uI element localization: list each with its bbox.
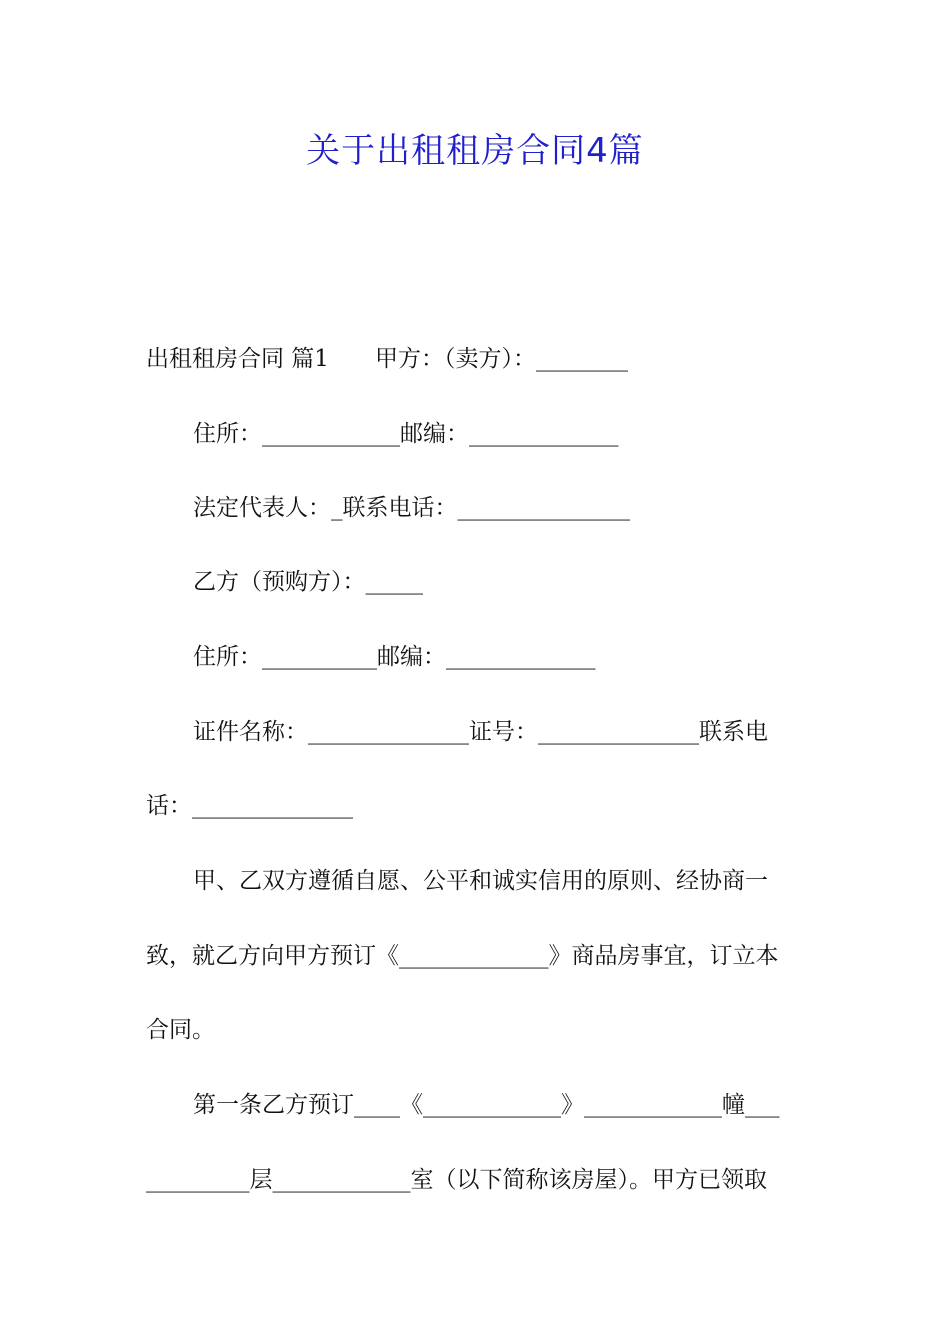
article-one-line-2: _________层____________室（以下简称该房屋）。甲方已领取 xyxy=(146,1167,767,1193)
id-document-line: 证件名称：______________证号：______________联系电 xyxy=(193,719,768,745)
contract-heading-line: 出租租房合同 篇1 甲方：（卖方）：________ xyxy=(146,346,628,372)
paragraph-principles-line-3: 合同。 xyxy=(146,1017,215,1043)
paragraph-principles-line-1: 甲、乙双方遵循自愿、公平和诚实信用的原则、经协商一 xyxy=(193,868,768,894)
party-a-representative-line: 法定代表人：_联系电话：_______________ xyxy=(193,495,630,521)
party-b-line: 乙方（预购方）：_____ xyxy=(193,569,423,595)
party-b-address-line: 住所：__________邮编：_____________ xyxy=(193,644,596,670)
party-a-address-line: 住所：____________邮编：_____________ xyxy=(193,421,619,447)
document-title: 关于出租租房合同4篇 xyxy=(306,131,644,171)
phone-line: 话：______________ xyxy=(146,793,353,819)
paragraph-principles-line-2: 致，就乙方向甲方预订《_____________》商品房事宜，订立本 xyxy=(146,943,779,969)
article-one-line-1: 第一条乙方预订____《____________》____________幢___ xyxy=(193,1092,780,1118)
